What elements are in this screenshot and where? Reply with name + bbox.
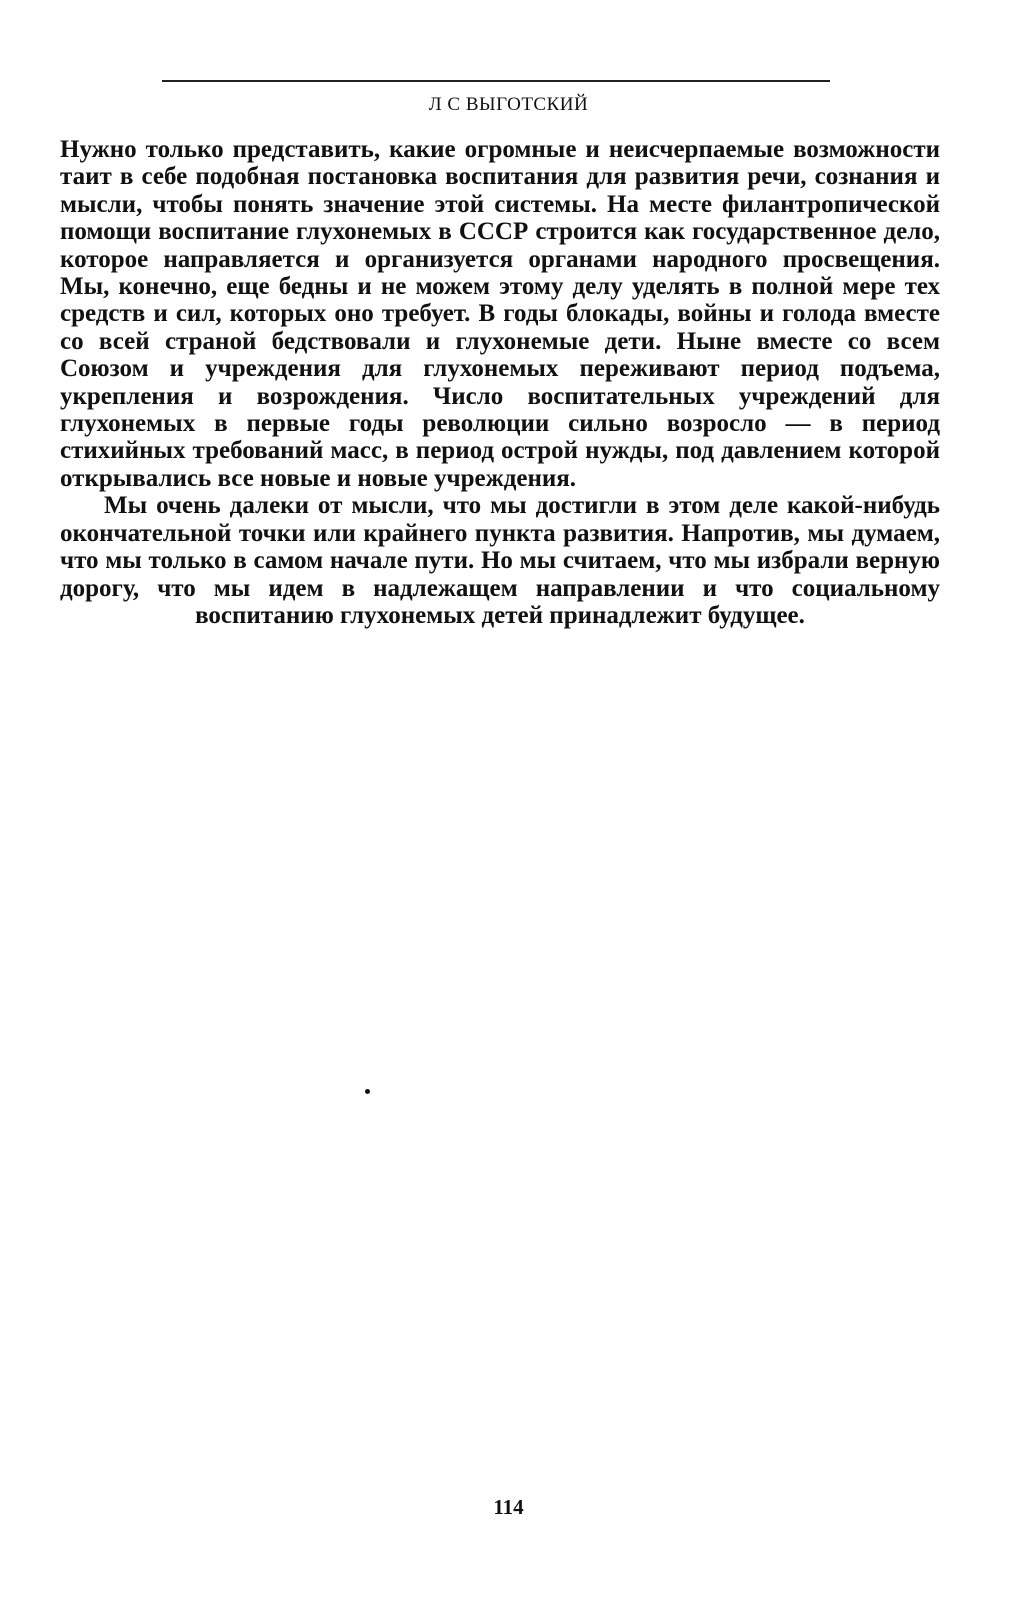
running-head: Л С ВЫГОТСКИЙ (428, 94, 589, 115)
paragraph-1: Нужно только представить, какие огромные и неисчерпаемые возможности таит в себе подобная постановка воспитания для развития речи, сознания и мысли, чтобы понять значение этой системы. На месте филантропической помощи воспитание глухонемых в СССР строится как государственное дело, которое направляется и организуется органами народного просвещения. Мы, конечно, еще бедны и не можем этому делу уделять в полной мере тех средств и сил, которых оно требует. В годы блокады, войны и голода вместе со всей страной бедствовали и глухонемые дети. Ныне вместе со всем Союзом и учреждения для глухонемых переживают период подъема, укрепления и возрождения. Число воспитательных учреждений для глухонемых в первые годы революции сильно возросло — в период стихийных требований масс, в период острой нужды, под давлением которой открывались все новые и новые учреждения. (60, 136, 940, 492)
page-number: 114 (493, 1495, 524, 1519)
header-rule (162, 80, 830, 82)
paragraph-2: Мы очень далеки от мысли, что мы достигли в этом деле какой-нибудь окончательной точки или крайнего пункта развития. Напротив, мы думаем, что мы только в самом начале пути. Но мы считаем, что мы избрали верную дорогу, что мы идем в надлежащем направлении и что социальному воспитанию глухонемых детей принадлежит будущее. (60, 492, 940, 629)
stray-dot-mark (365, 1089, 370, 1094)
body-text (60, 136, 940, 629)
